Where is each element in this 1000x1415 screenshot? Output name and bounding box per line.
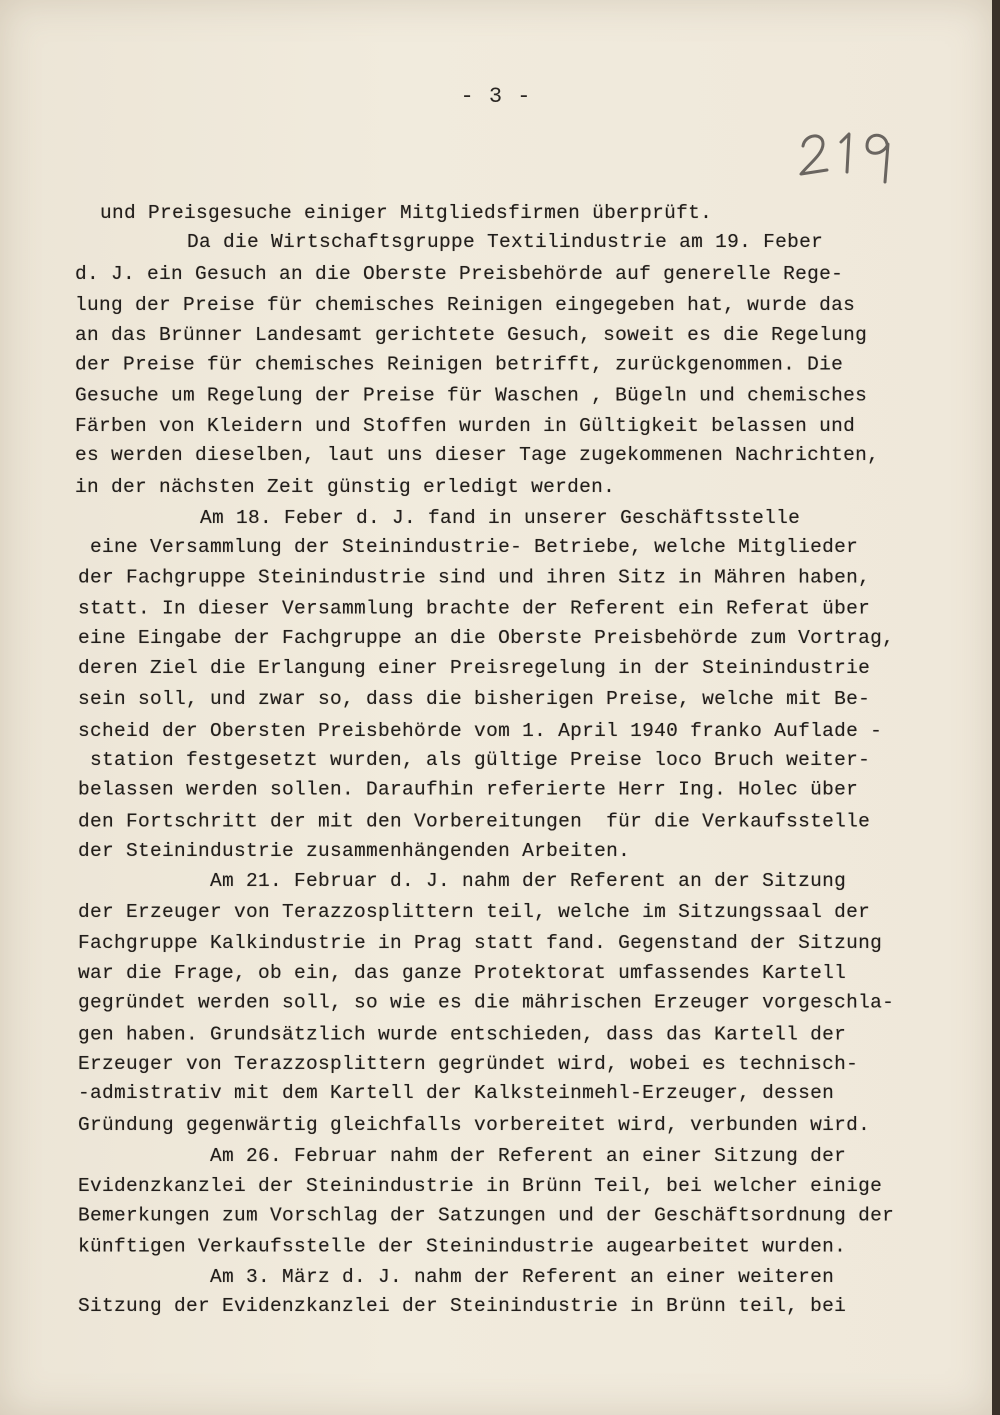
text-line: statt. In dieser Versammlung brachte der Referent ein Referat über	[78, 597, 871, 620]
typewritten-body	[70, 198, 920, 1322]
text-line: den Fortschritt der mit den Vorbereitungen für die Verkaufsstelle	[78, 810, 871, 833]
text-line: Am 21. Februar d. J. nahm der Referent an der Sitzung	[210, 869, 847, 892]
text-line: der Preise für chemisches Reinigen betrifft, zurückgenommen. Die	[75, 353, 844, 376]
text-line: sein soll, und zwar so, dass die bisherigen Preise, welche mit Be-	[78, 688, 871, 711]
text-line: Da die Wirtschaftsgruppe Textilindustrie am 19. Feber	[187, 231, 824, 254]
page-edge	[992, 0, 1000, 1415]
text-line: -admistrativ mit dem Kartell der Kalksteinmehl-Erzeuger, dessen	[78, 1082, 835, 1105]
handwritten-folio-number	[793, 120, 913, 190]
text-line: es werden dieselben, laut uns dieser Tage zugekommenen Nachrichten,	[75, 444, 880, 467]
folio-219-handwriting-icon	[793, 120, 913, 190]
text-line: und Preisgesuche einiger Mitgliedsfirmen überprüft.	[100, 202, 713, 224]
text-line: station festgesetzt wurden, als gültige Preise loco Bruch weiter-	[90, 749, 871, 772]
text-line: Erzeuger von Terazzosplittern gegründet wird, wobei es technisch-	[78, 1052, 859, 1075]
text-line: der Fachgruppe Steinindustrie sind und ihren Sitz in Mähren haben,	[78, 566, 871, 589]
text-line: gegründet werden soll, so wie es die mährischen Erzeuger vorgeschla-	[78, 991, 895, 1014]
text-line: Sitzung der Evidenzkanzlei der Steinindustrie in Brünn teil, bei	[78, 1295, 847, 1318]
text-line: an das Brünner Landesamt gerichtete Gesuch, soweit es die Regelung	[75, 323, 868, 346]
text-line: Bemerkungen zum Vorschlag der Satzungen und der Geschäftsordnung der	[78, 1204, 895, 1227]
page-number: - 3 -	[460, 84, 532, 109]
text-line: eine Versammlung der Steinindustrie- Betriebe, welche Mitglieder	[90, 536, 859, 559]
text-line: in der nächsten Zeit günstig erledigt werden.	[75, 475, 616, 498]
text-line: Gesuche um Regelung der Preise für Waschen , Bügeln und chemisches	[75, 384, 868, 407]
text-line: Am 26. Februar nahm der Referent an einer Sitzung der	[210, 1145, 847, 1168]
text-line: Fachgruppe Kalkindustrie in Prag statt fand. Gegenstand der Sitzung	[78, 932, 883, 955]
text-line: der Steinindustrie zusammenhängenden Arbeiten.	[78, 840, 631, 863]
text-line: scheid der Obersten Preisbehörde vom 1. April 1940 franko Auflade -	[78, 719, 883, 742]
text-line: war die Frage, ob ein, das ganze Protektorat umfassendes Kartell	[78, 961, 847, 984]
text-line: eine Eingabe der Fachgruppe an die Oberste Preisbehörde zum Vortrag,	[78, 627, 895, 650]
text-line: lung der Preise für chemisches Reinigen eingegeben hat, wurde das	[75, 294, 856, 317]
text-line: gen haben. Grundsätzlich wurde entschieden, dass das Kartell der	[78, 1023, 847, 1046]
text-line: künftigen Verkaufsstelle der Steinindustrie augearbeitet wurden.	[78, 1235, 847, 1258]
text-line: d. J. ein Gesuch an die Oberste Preisbehörde auf generelle Rege-	[75, 262, 844, 285]
text-line: Am 3. März d. J. nahm der Referent an einer weiteren	[210, 1265, 835, 1288]
text-line: Färben von Kleidern und Stoffen wurden in Gültigkeit belassen und	[75, 414, 856, 437]
text-line: Am 18. Feber d. J. fand in unserer Geschäftsstelle	[200, 506, 801, 529]
text-line: Evidenzkanzlei der Steinindustrie in Brünn Teil, bei welcher einige	[78, 1174, 883, 1197]
text-line: der Erzeuger von Terazzosplittern teil, welche im Sitzungssaal der	[78, 900, 871, 923]
text-line: Gründung gegenwärtig gleichfalls vorbereitet wird, verbunden wird.	[78, 1113, 871, 1136]
text-line: deren Ziel die Erlangung einer Preisregelung in der Steinindustrie	[78, 656, 871, 679]
text-line: belassen werden sollen. Daraufhin referierte Herr Ing. Holec über	[78, 778, 859, 801]
